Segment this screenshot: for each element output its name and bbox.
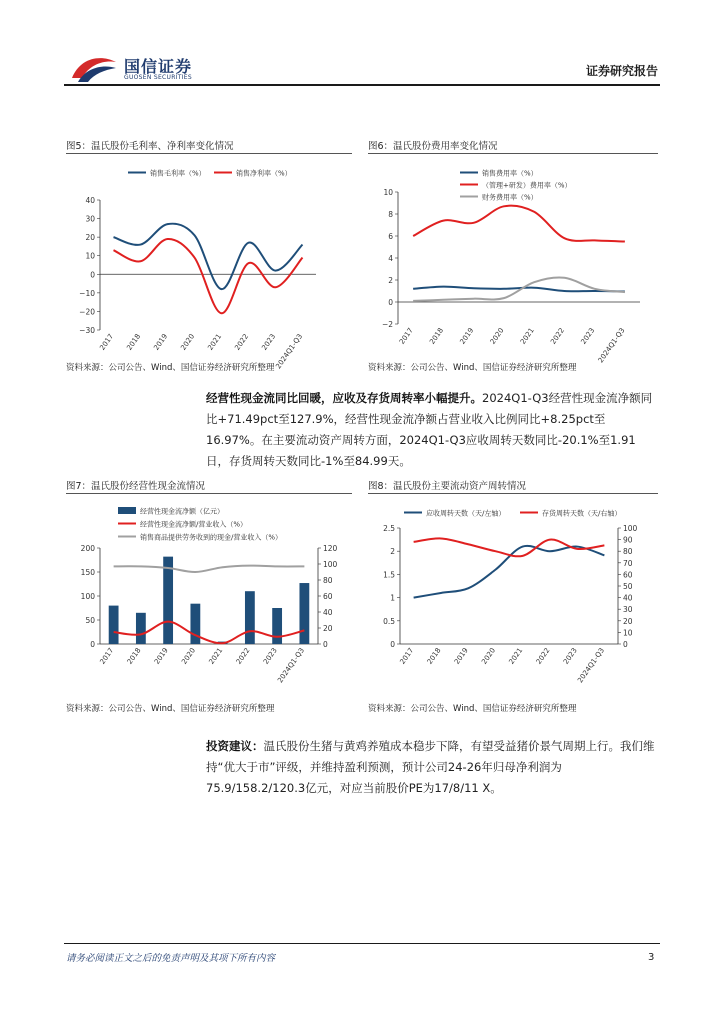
y-tick-label: 4 <box>388 254 393 263</box>
legend-label: （管理+研发）费用率（%） <box>482 181 572 190</box>
series-line <box>413 278 625 301</box>
y-tick-label: 10 <box>383 188 393 197</box>
x-tick-label: 2024Q1-Q3 <box>276 646 307 685</box>
fig8-title: 图8：温氏股份主要流动资产周转情况 <box>368 481 527 492</box>
legend-label: 销售净利率（%） <box>236 169 292 178</box>
y-right-tick-label: 50 <box>623 582 633 591</box>
series-line <box>114 566 305 572</box>
y-tick-label: 2 <box>388 276 393 285</box>
x-tick-label: 2021 <box>207 646 225 666</box>
legend-swatch <box>118 507 136 514</box>
y-tick-label: −2 <box>381 320 393 329</box>
legend-label: 销售费用率（%） <box>482 169 538 178</box>
paragraph-cashflow-lead: 经营性现金流同比回暖，应收及存货周转率小幅提升。 <box>206 391 482 405</box>
x-tick-label: 2023 <box>260 332 278 352</box>
x-tick-label: 2019 <box>458 326 476 346</box>
y-right-tick-label: 30 <box>623 605 633 615</box>
y-tick-label: −10 <box>79 288 95 298</box>
y-tick-label: 2.5 <box>383 524 395 533</box>
x-tick-label: 2019 <box>452 646 470 666</box>
page-number: 3 <box>648 952 655 963</box>
y-right-tick-label: 40 <box>323 608 333 617</box>
paragraph-investment-body: 温氏股份生猪与黄鸡养殖成本稳步下降，有望受益猪价景气周期上行。我们维持“优大于市”评级，并维持盈利预测，预计公司24-26年归母净利润为75.9/158.2/120.3亿元，对应当前股价PE为17/8/11 X。 <box>206 739 655 795</box>
x-tick-label: 2022 <box>234 646 252 666</box>
y-tick-label: 20 <box>85 233 95 243</box>
legend-label: 经营性现金流净额（亿元） <box>140 507 224 516</box>
series-line <box>414 546 605 598</box>
y-tick-label: 100 <box>80 592 95 601</box>
y-tick-label: −30 <box>79 326 95 335</box>
x-tick-label: 2017 <box>98 646 116 666</box>
x-tick-label: 2017 <box>98 332 116 352</box>
y-right-tick-label: 60 <box>323 592 333 601</box>
y-right-tick-label: 20 <box>323 624 333 633</box>
fig5-source: 资料来源：公司公告、Wind、国信证券经济研究所整理 <box>66 363 275 373</box>
paragraph-investment <box>206 736 658 799</box>
fig8-chart <box>364 498 660 688</box>
x-tick-label: 2018 <box>428 326 446 346</box>
legend-label: 销售毛利率（%） <box>150 169 206 178</box>
series-line <box>114 224 303 290</box>
y-tick-label: 2 <box>390 547 395 557</box>
x-tick-label: 2018 <box>125 646 143 666</box>
x-tick-label: 2017 <box>398 646 416 666</box>
fig7-title: 图7：温氏股份经营性现金流情况 <box>66 481 206 492</box>
y-tick-label: 0 <box>90 640 95 649</box>
y-right-tick-label: 120 <box>323 544 338 553</box>
y-tick-label: 0.5 <box>383 616 395 626</box>
legend-label: 存货周转天数（天/右轴） <box>542 509 622 518</box>
legend-label: 财务费用率（%） <box>482 193 538 202</box>
fig8-rule <box>368 493 658 494</box>
paragraph-investment-lead: 投资建议： <box>206 739 264 753</box>
x-tick-label: 2024Q1-Q3 <box>274 332 305 371</box>
y-tick-label: 50 <box>85 616 95 625</box>
y-right-tick-label: 80 <box>623 547 633 557</box>
y-tick-label: 0 <box>390 640 395 649</box>
y-right-tick-label: 0 <box>323 640 328 649</box>
y-tick-label: −20 <box>79 307 95 317</box>
paragraph-cashflow-body: 2024Q1-Q3经营性现金流净额同比+71.49pct至127.9%，经营性现金流净额占营业收入比例同比+8.25pct至16.97%。在主要流动资产周转方面，2024Q1-Q3应收周转天数同比-20.1%至1.91日，存货周转天数同比-1%至84.99天。 <box>206 391 653 468</box>
series-line <box>114 239 303 313</box>
bar <box>272 608 282 644</box>
y-right-tick-label: 70 <box>623 558 633 568</box>
x-tick-label: 2020 <box>488 326 506 346</box>
footer-rule <box>64 943 660 944</box>
x-tick-label: 2023 <box>561 646 579 666</box>
x-tick-label: 2021 <box>507 646 525 666</box>
y-tick-label: 40 <box>85 196 95 205</box>
y-tick-label: 1.5 <box>383 570 395 580</box>
bar <box>109 606 119 644</box>
legend-label: 应收周转天数（天/左轴） <box>426 509 506 518</box>
fig7-rule <box>66 493 352 494</box>
x-tick-label: 2020 <box>480 646 498 666</box>
x-tick-label: 2021 <box>518 326 536 346</box>
fig7-source: 资料来源：公司公告、Wind、国信证券经济研究所整理 <box>66 704 275 714</box>
brand-name-en: GUOSEN SECURITIES <box>124 74 193 81</box>
y-right-tick-label: 100 <box>623 524 638 533</box>
x-tick-label: 2023 <box>261 646 279 666</box>
y-tick-label: 0 <box>90 270 95 280</box>
y-right-tick-label: 90 <box>623 535 633 545</box>
fig6-chart <box>364 158 660 365</box>
document-type: 证券研究报告 <box>585 64 658 78</box>
x-tick-label: 2018 <box>425 646 443 666</box>
y-tick-label: 10 <box>85 251 95 261</box>
fig7-chart <box>64 498 356 688</box>
fig6-rule <box>368 153 658 154</box>
y-tick-label: 8 <box>388 210 393 219</box>
brand-name-cn: 国信证券 <box>124 57 193 76</box>
y-tick-label: 1 <box>390 593 395 603</box>
bar <box>299 583 309 644</box>
x-tick-label: 2019 <box>152 332 170 352</box>
y-right-tick-label: 10 <box>623 628 633 638</box>
x-tick-label: 2021 <box>206 332 224 352</box>
fig5-rule <box>66 153 352 154</box>
bar <box>163 557 173 644</box>
legend-label: 经营性现金流净额/营业收入（%） <box>140 520 248 529</box>
y-tick-label: 0 <box>388 298 393 307</box>
company-logo <box>70 52 120 86</box>
y-right-tick-label: 40 <box>623 593 633 603</box>
y-right-tick-label: 0 <box>623 640 628 649</box>
x-tick-label: 2022 <box>549 326 567 346</box>
x-tick-label: 2024Q1-Q3 <box>576 646 607 685</box>
fig8-source: 资料来源：公司公告、Wind、国信证券经济研究所整理 <box>368 704 577 714</box>
x-tick-label: 2019 <box>152 646 170 666</box>
bar <box>190 604 200 644</box>
header-rule <box>64 84 660 86</box>
x-tick-label: 2017 <box>397 326 415 346</box>
y-right-tick-label: 60 <box>623 570 633 580</box>
fig6-source: 资料来源：公司公告、Wind、国信证券经济研究所整理 <box>368 363 577 373</box>
y-tick-label: 30 <box>85 214 95 224</box>
y-tick-label: 6 <box>388 232 393 241</box>
x-tick-label: 2022 <box>233 332 251 352</box>
paragraph-cashflow <box>206 388 658 472</box>
footer-disclaimer: 请务必阅读正文之后的免责声明及其项下所有内容 <box>66 953 276 964</box>
y-right-tick-label: 80 <box>323 576 333 585</box>
y-right-tick-label: 100 <box>323 560 338 569</box>
series-line <box>413 206 625 242</box>
x-tick-label: 2022 <box>534 646 552 666</box>
fig5-title: 图5：温氏股份毛利率、净利率变化情况 <box>66 141 234 152</box>
y-right-tick-label: 20 <box>623 616 633 626</box>
bar <box>245 591 255 644</box>
y-tick-label: 200 <box>80 544 95 553</box>
bar <box>136 613 146 644</box>
x-tick-label: 2024Q1-Q3 <box>596 326 627 365</box>
x-tick-label: 2023 <box>579 326 597 346</box>
x-tick-label: 2020 <box>179 332 197 352</box>
y-tick-label: 150 <box>80 568 95 577</box>
legend-label: 销售商品提供劳务收到的现金/营业收入（%） <box>140 533 283 542</box>
x-tick-label: 2020 <box>180 646 198 666</box>
x-tick-label: 2018 <box>125 332 143 352</box>
fig6-title: 图6：温氏股份费用率变化情况 <box>368 141 498 152</box>
